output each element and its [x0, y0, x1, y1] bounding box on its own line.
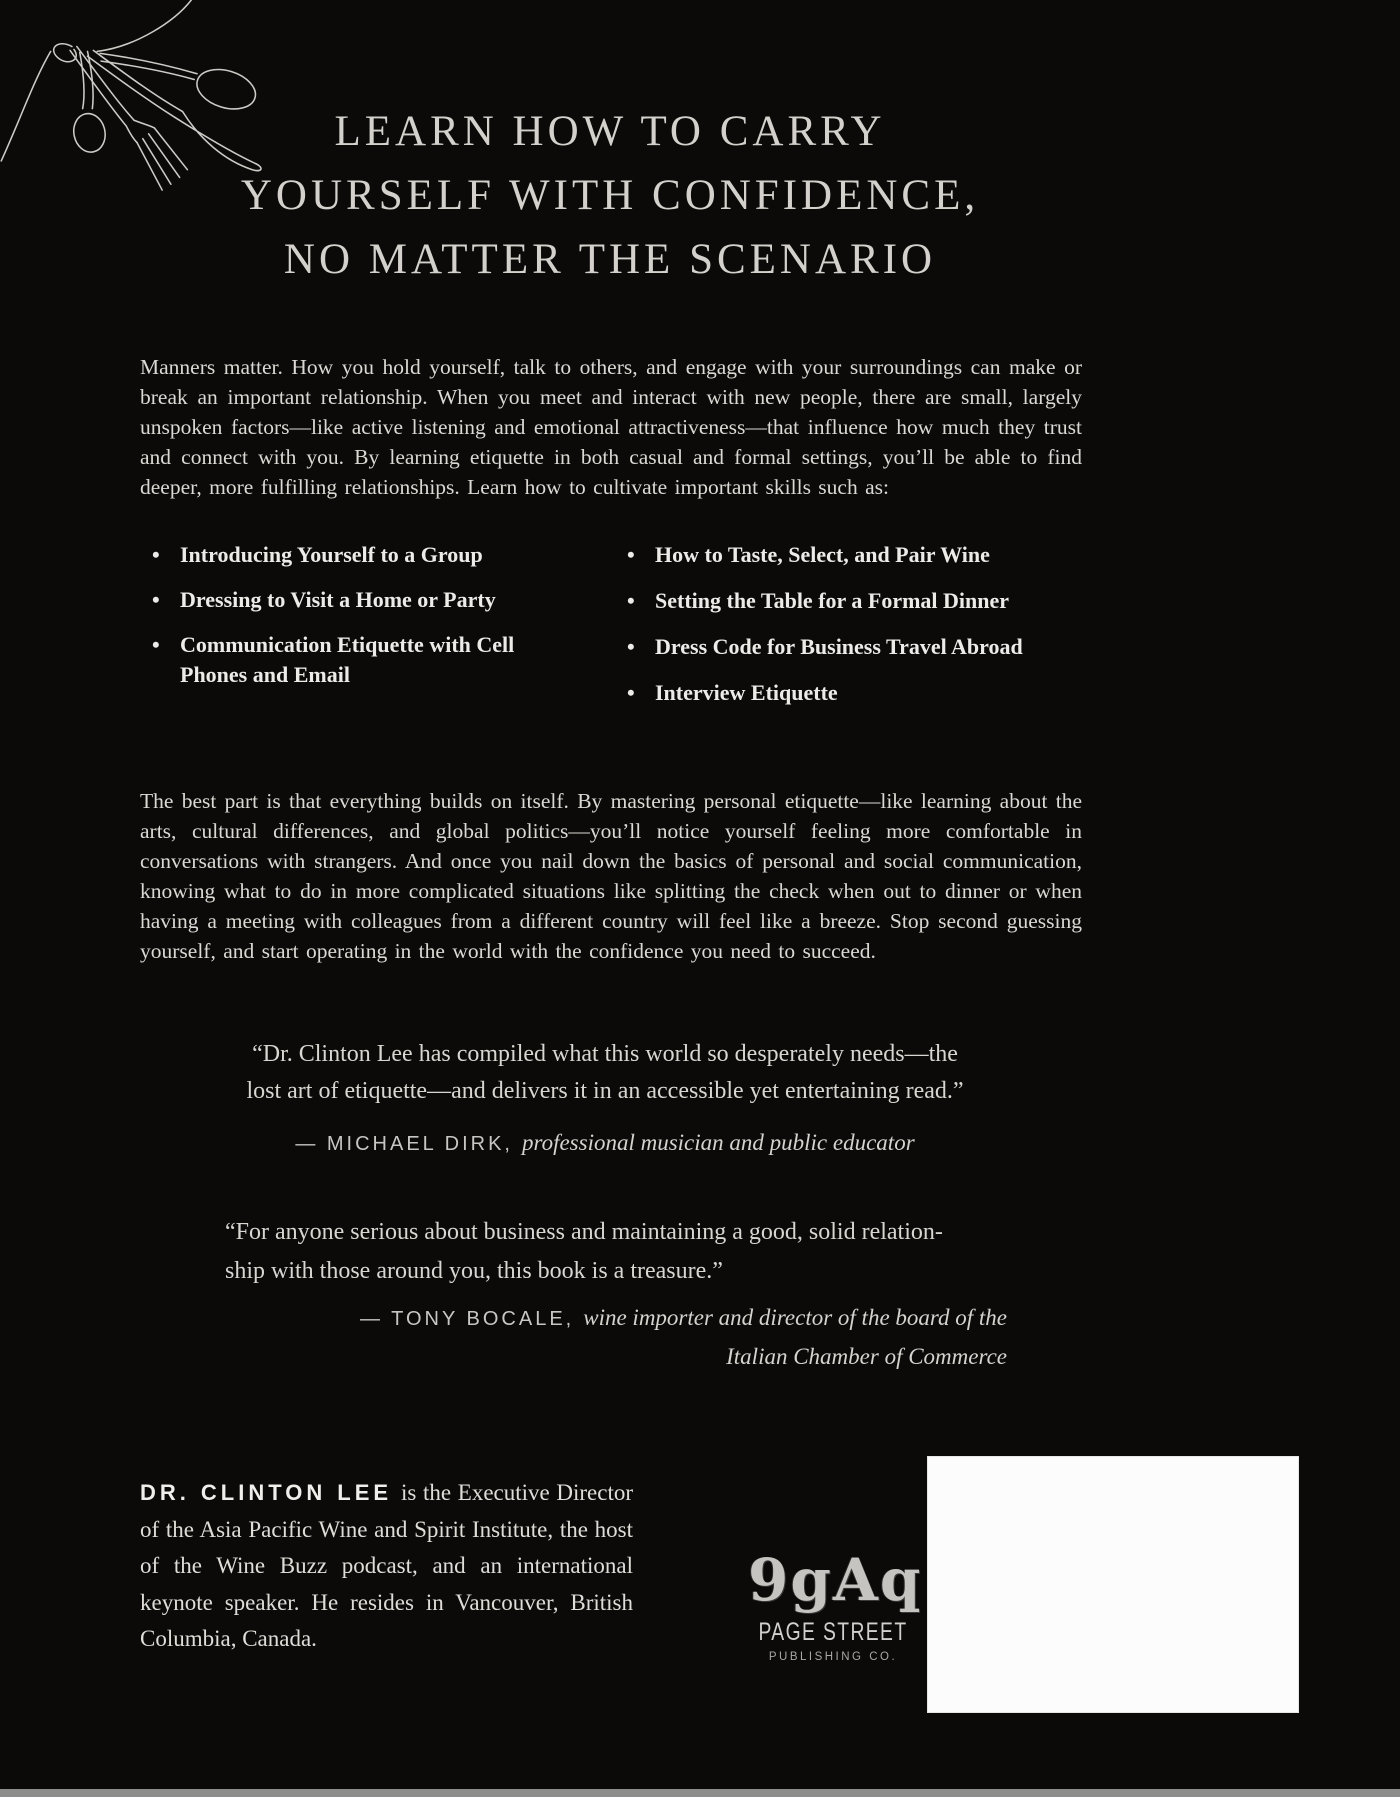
- publisher-name: PAGE STREET: [758, 1618, 908, 1646]
- reviewer-name: — MICHAEL DIRK,: [295, 1133, 513, 1155]
- list-item-label: Interview Etiquette: [655, 680, 838, 705]
- quote-attribution: [225, 1300, 1007, 1378]
- page-street-logo-mark: 9gAq: [748, 1546, 923, 1614]
- list-item: [625, 586, 1075, 616]
- list-item-label: Dress Code for Business Travel Abroad: [655, 634, 1023, 659]
- reviewer-role: professional musician and public educator: [521, 1130, 915, 1155]
- review-quote-1: [205, 1036, 1005, 1163]
- quote-line: ship with those around you, this book is a treasure.”: [225, 1258, 723, 1284]
- headline-line-2: YOURSELF WITH CONFIDENCE,: [240, 172, 980, 219]
- review-quote-2: [225, 1213, 1015, 1291]
- list-item: [625, 678, 1075, 708]
- headline: [140, 100, 1080, 292]
- list-item-label: Communication Etiquette with Cell Phones and Email: [180, 632, 515, 687]
- attribution-line-2: [225, 1339, 1007, 1378]
- list-item-label: Dressing to Visit a Home or Party: [180, 587, 496, 612]
- list-item: [150, 630, 550, 690]
- barcode-placeholder: [927, 1456, 1299, 1713]
- list-item-label: Introducing Yourself to a Group: [180, 542, 483, 567]
- list-item-label: How to Taste, Select, and Pair Wine: [655, 542, 990, 567]
- author-bio-text: is the Executive Director of the Asia Pacific Wine and Spirit Institute, the host of the Wine Buzz podcast, and an international keynote speaker. He resides in Vancouver, British Columbia, Canada.: [140, 1480, 633, 1651]
- intro-paragraph: Manners matter. How you hold yourself, talk to others, and engage with your surroundings can make or break an important relationship. When you meet and interact with new people, there are small, largely unspoken factors—like active listening and emotional attractiveness—that influence how much they trust and connect with you. By learning etiquette in both casual and formal settings, you’ll be able to find deeper, more fulfilling relationships. Learn how to cultivate important skills such as:: [140, 354, 1082, 499]
- publisher-subtitle: PUBLISHING CO.: [768, 1650, 898, 1663]
- reviewer-name: — TONY BOCALE,: [359, 1308, 575, 1330]
- bottom-trim-bar: [0, 1789, 1400, 1797]
- list-item-label: Setting the Table for a Formal Dinner: [655, 588, 1010, 613]
- quote-attribution: [205, 1124, 1005, 1163]
- attribution-line-1: [225, 1300, 1007, 1339]
- author-name: DR. CLINTON LEE: [140, 1480, 393, 1505]
- quote-line: “Dr. Clinton Lee has compiled what this world so desperately needs—the: [252, 1041, 958, 1067]
- headline-line-3: NO MATTER THE SCENARIO: [283, 236, 937, 283]
- skills-list-right: [625, 540, 1075, 724]
- reviewer-role: Italian Chamber of Commerce: [726, 1344, 1007, 1369]
- skills-list-left: [150, 540, 550, 705]
- author-bio: [140, 1475, 633, 1658]
- reviewer-role: wine importer and director of the board of the: [583, 1305, 1007, 1330]
- publisher-logo: [748, 1546, 923, 1663]
- quote-line: lost art of etiquette—and delivers it in an accessible yet entertaining read.”: [246, 1078, 964, 1104]
- quote-line: “For anyone serious about business and maintaining a good, solid relation-: [225, 1219, 943, 1245]
- list-item: [625, 540, 1075, 570]
- headline-line-1: LEARN HOW TO CARRY: [334, 108, 886, 155]
- body-paragraph: The best part is that everything builds on itself. By mastering personal etiquette—like learning about the arts, cultural differences, and global politics—you’ll notice yourself feeling more comfortable in conversations with strangers. And once you nail down the basics of personal and social communication, knowing what to do in more complicated situations like splitting the check when out to dinner or when having a meeting with colleagues from a different country will feel like a breeze. Stop second guessing yourself, and start operating in the world with the confidence you need to succeed.: [140, 788, 1082, 963]
- list-item: [150, 540, 550, 570]
- list-item: [625, 632, 1075, 662]
- list-item: [150, 585, 550, 615]
